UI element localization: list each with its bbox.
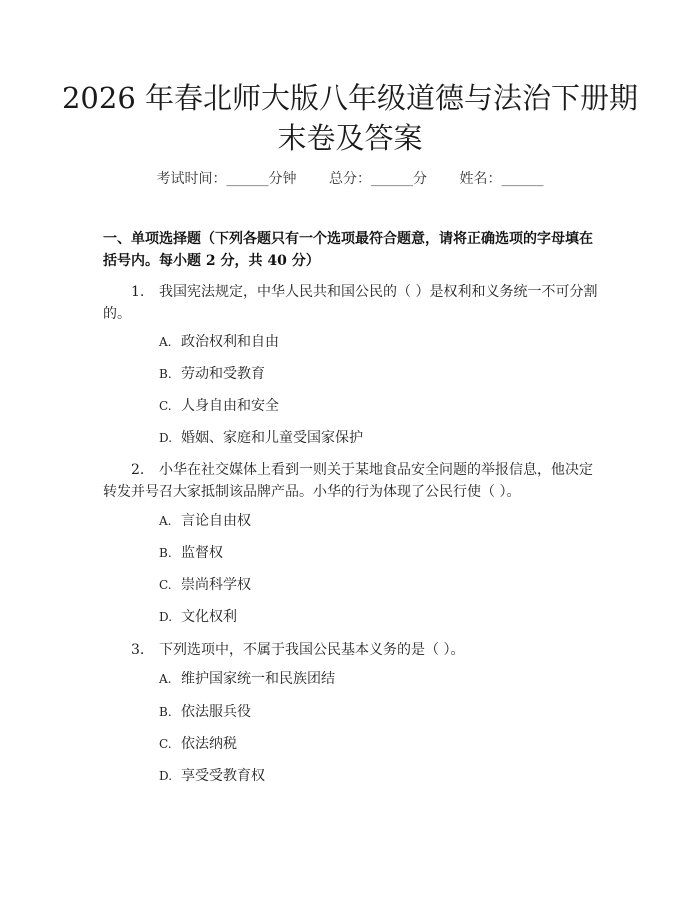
question-3 [103, 639, 599, 661]
option-letter: A. [159, 514, 172, 528]
exam-meta [0, 168, 700, 188]
question-2-option-a [159, 511, 251, 531]
question-text: 我国宪法规定，中华人民共和国公民的（ ）是权利和义务统一不可分割的。 [103, 284, 598, 322]
exam-time-field: 考试时间：______分钟 [156, 171, 297, 187]
question-3-option-b [159, 702, 251, 722]
option-letter: C. [159, 399, 172, 413]
question-1-option-a [159, 332, 279, 352]
option-letter: C. [159, 737, 172, 751]
option-letter: D. [159, 610, 173, 624]
question-text: 下列选项中，不属于我国公民基本义务的是（ ）。 [159, 642, 465, 658]
option-letter: B. [159, 546, 172, 560]
option-text: 言论自由权 [181, 513, 251, 529]
question-number: 2. [131, 462, 145, 478]
option-text: 劳动和受教育 [181, 366, 265, 382]
question-2-option-b [159, 543, 223, 563]
question-2 [103, 459, 599, 503]
option-text: 文化权利 [181, 609, 237, 625]
question-1-option-d [159, 428, 363, 448]
option-text: 依法服兵役 [181, 704, 251, 720]
question-3-option-c [159, 734, 237, 754]
option-text: 崇尚科学权 [181, 577, 251, 593]
option-letter: A. [159, 335, 172, 349]
option-letter: D. [159, 769, 173, 783]
section-heading: 一、单项选择题（下列各题只有一个选项最符合题意，请将正确选项的字母填在括号内。每小题 2 分，共 40 分） [103, 231, 593, 269]
option-text: 人身自由和安全 [181, 398, 279, 414]
option-letter: D. [159, 431, 173, 445]
title-line-2: 末卷及答案 [277, 121, 423, 155]
option-text: 依法纳税 [181, 736, 237, 752]
title-line-1: 2026 年春北师大版八年级道德与法治下册期 [61, 81, 639, 115]
question-1-option-b [159, 364, 265, 384]
question-number: 3. [131, 642, 145, 658]
question-3-option-d [159, 766, 265, 786]
question-2-option-c [159, 575, 251, 595]
question-2-option-d [159, 607, 237, 627]
option-letter: B. [159, 705, 172, 719]
question-1-option-c [159, 396, 279, 416]
option-letter: A. [159, 672, 172, 686]
page-title [60, 78, 640, 158]
option-text: 政治权利和自由 [181, 334, 279, 350]
question-1 [103, 281, 599, 325]
name-field: 姓名：______ [459, 171, 544, 187]
question-number: 1. [131, 284, 145, 300]
option-letter: C. [159, 578, 172, 592]
option-text: 监督权 [181, 545, 223, 561]
total-score-field: 总分：______分 [329, 171, 427, 187]
question-text: 小华在社交媒体上看到一则关于某地食品安全问题的举报信息，他决定转发并号召大家抵制该品牌产品。小华的行为体现了公民行使（ ）。 [103, 462, 593, 500]
option-letter: B. [159, 367, 172, 381]
question-3-option-a [159, 669, 335, 689]
option-text: 享受受教育权 [181, 768, 265, 784]
option-text: 维护国家统一和民族团结 [181, 671, 335, 687]
option-text: 婚姻、家庭和儿童受国家保护 [181, 430, 363, 446]
